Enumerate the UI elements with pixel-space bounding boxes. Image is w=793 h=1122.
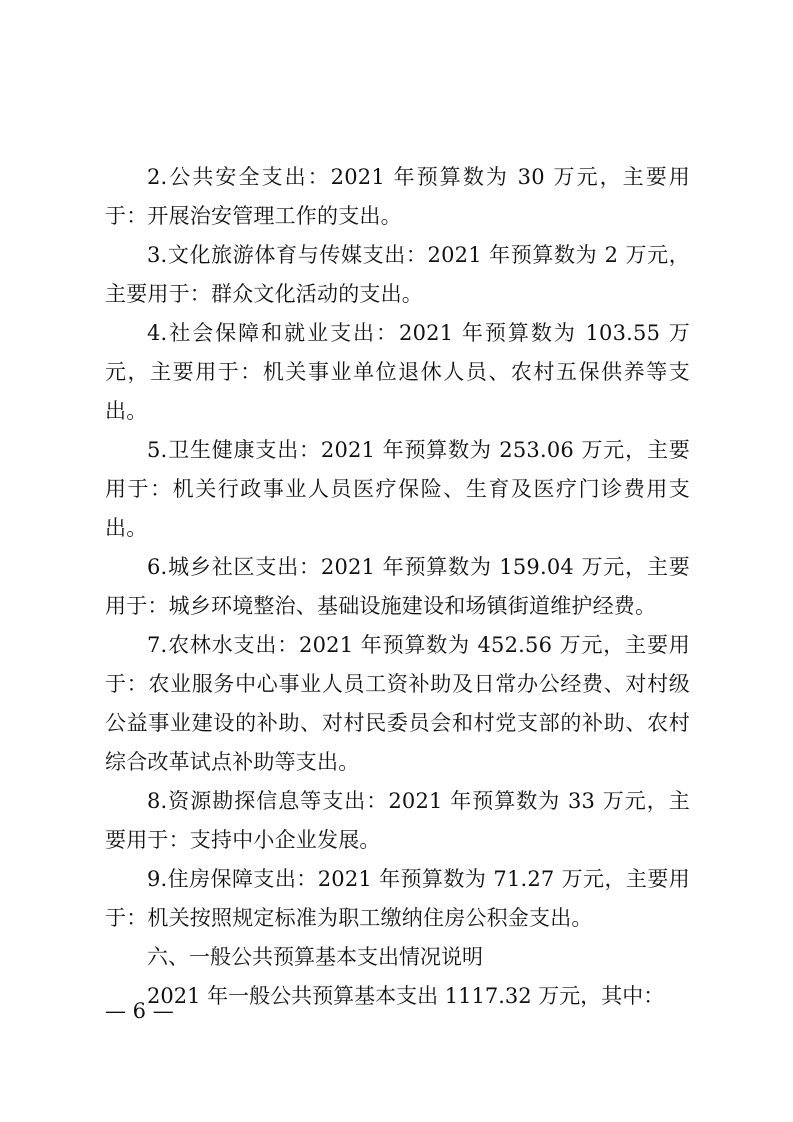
paragraph-public-security: 2.公共安全支出：2021 年预算数为 30 万元，主要用于：开展治安管理工作的支出。	[105, 165, 690, 228]
document-body	[105, 158, 690, 1016]
paragraph-health: 5.卫生健康支出：2021 年预算数为 253.06 万元，主要用于：机关行政事业人员医疗保险、生育及医疗门诊费用支出。	[105, 438, 690, 540]
paragraph-urban-rural: 6.城乡社区支出：2021 年预算数为 159.04 万元，主要用于：城乡环境整治、基础设施建设和场镇街道维护经费。	[105, 555, 690, 618]
paragraph-social-security: 4.社会保障和就业支出：2021 年预算数为 103.55 万元，主要用于：机关事业单位退休人员、农村五保供养等支出。	[105, 321, 690, 423]
paragraph-agriculture: 7.农林水支出：2021 年预算数为 452.56 万元，主要用于：农业服务中心事业人员工资补助及日常办公经费、对村级公益事业建设的补助、对村民委员会和村党支部的补助、农村综合改革试点补助等支出。	[105, 633, 690, 774]
paragraph-culture-tourism: 3.文化旅游体育与传媒支出：2021 年预算数为 2 万元，主要用于：群众文化活动的支出。	[105, 243, 690, 306]
section-intro: 2021 年一般公共预算基本支出 1117.32 万元，其中：	[147, 984, 665, 1008]
paragraph-resources: 8.资源勘探信息等支出：2021 年预算数为 33 万元，主要用于：支持中小企业发展。	[105, 789, 690, 852]
section-heading: 六、一般公共预算基本支出情况说明	[147, 945, 483, 969]
page-number: — 6 —	[105, 999, 174, 1023]
paragraph-housing: 9.住房保障支出：2021 年预算数为 71.27 万元，主要用于：机关按照规定标准为职工缴纳住房公积金支出。	[105, 867, 690, 930]
